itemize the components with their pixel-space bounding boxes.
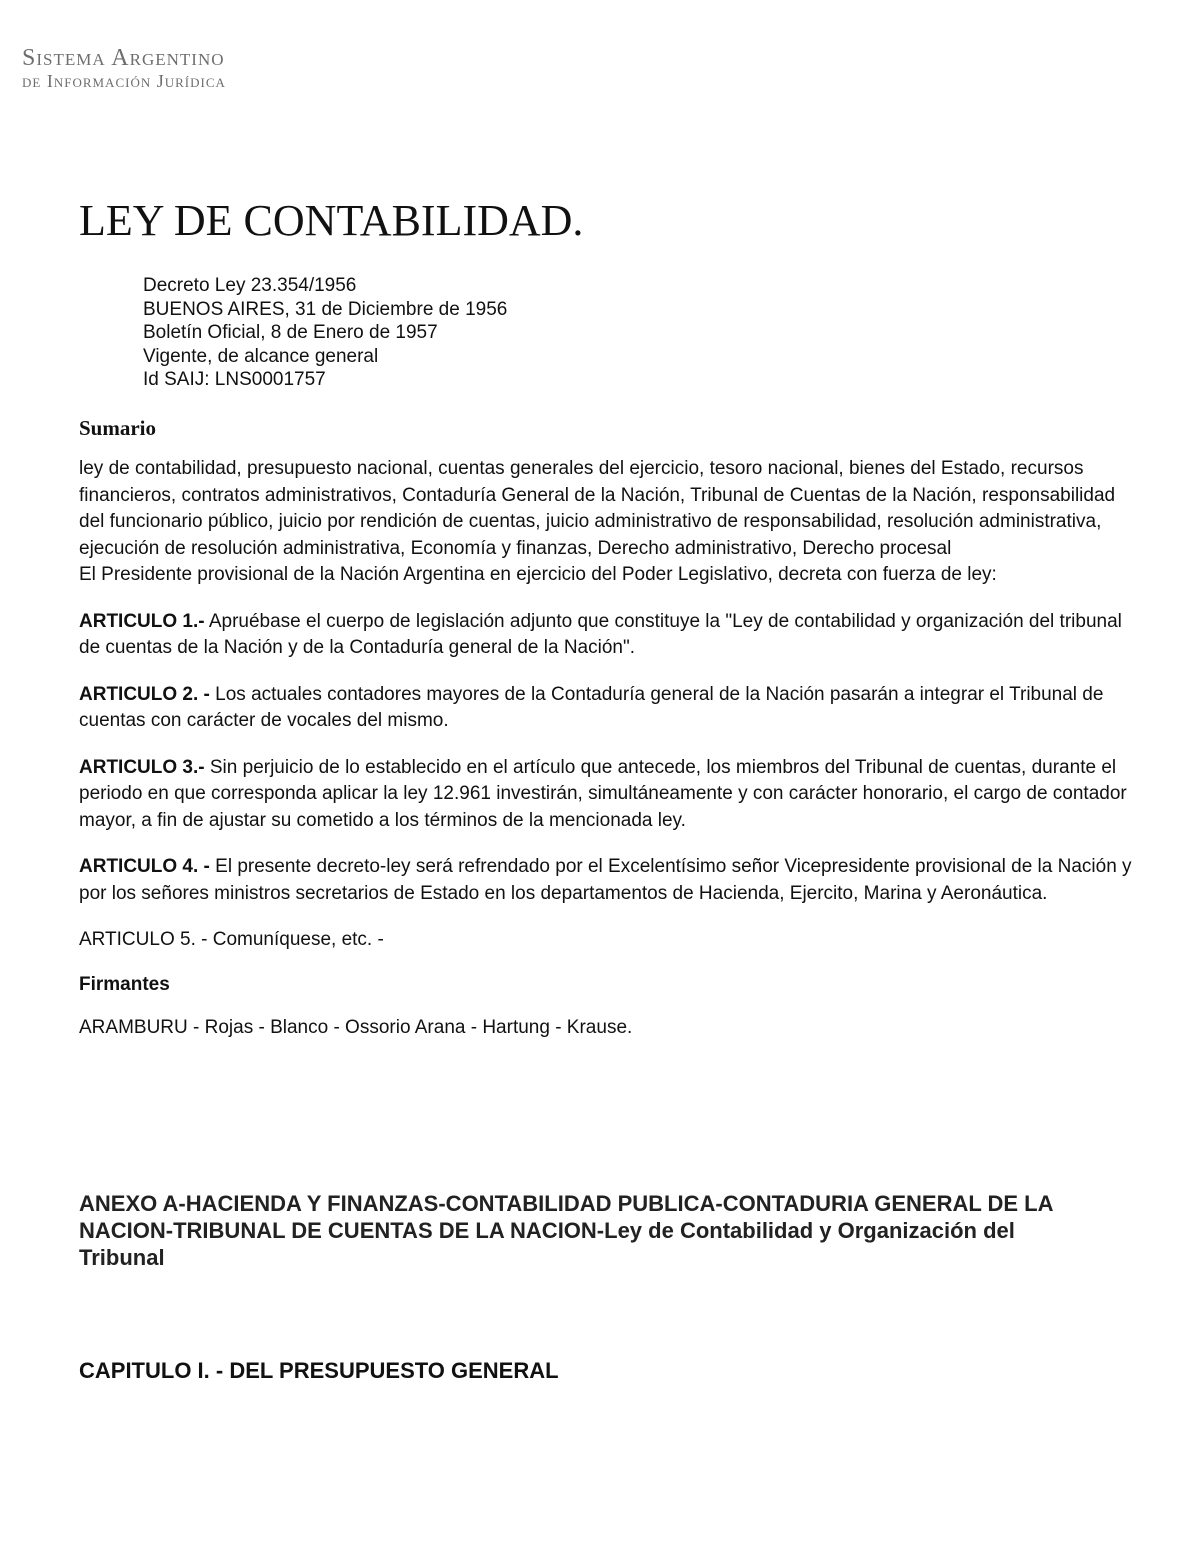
firmantes-names: ARAMBURU - Rojas - Blanco - Ossorio Arana - Hartung - Krause. [79, 1016, 633, 1038]
firmantes-heading: Firmantes [79, 973, 170, 995]
preamble: El Presidente provisional de la Nación Argentina en ejercicio del Poder Legislativo, decreta con fuerza de ley: [79, 564, 997, 585]
article-1-text: Apruébase el cuerpo de legislación adjunto que constituye la "Ley de contabilidad y organización del tribunal de cuentas de la Nación y de la Contaduría general de la Nación". [79, 610, 1122, 658]
article-3-text: Sin perjuicio de lo establecido en el artículo que antecede, los miembros del Tribunal de cuentas, durante el periodo en que corresponda aplicar la ley 12.961 investirán, simultáneamente y con carácter honorario, el cargo de contador mayor, a fin de ajustar su cometido a los términos de la mencionada ley. [79, 756, 1127, 831]
saij-logo [22, 46, 226, 92]
document-title: LEY DE CONTABILIDAD. [79, 196, 584, 245]
capitulo-heading: CAPITULO I. - DEL PRESUPUESTO GENERAL [79, 1358, 559, 1383]
article-2-label: ARTICULO 2. - [79, 683, 210, 705]
article-3 [79, 755, 1139, 835]
logo-line-2: de Información Jurídica [22, 71, 226, 91]
meta-decree-number: Decreto Ley 23.354/1956 [143, 275, 357, 296]
article-4 [79, 854, 1139, 907]
article-1-label: ARTICULO 1.- [79, 610, 205, 632]
article-4-label: ARTICULO 4. - [79, 856, 210, 877]
logo-line-1: Sistema Argentino [22, 45, 225, 71]
meta-saij-id: Id SAIJ: LNS0001757 [143, 369, 326, 391]
article-2-text: Los actuales contadores mayores de la Contaduría general de la Nación pasarán a integrar el Tribunal de cuentas con carácter de vocales del mismo. [79, 683, 1104, 731]
meta-place-date: BUENOS AIRES, 31 de Diciembre de 1956 [143, 298, 508, 320]
article-4-text: El presente decreto-ley será refrendado por el Excelentísimo señor Vicepresidente provisional de la Nación y por los señores ministros secretarios de Estado en los departamentos de Hacienda, Ejercito, Marina y Aeronáutica. [79, 856, 1132, 904]
decree-metadata [143, 274, 507, 392]
sumario-text: ley de contabilidad, presupuesto nacional, cuentas generales del ejercicio, tesoro nacional, bienes del Estado, recursos financieros, contratos administrativos, Contaduría General de la Nación, Tribunal de Cuentas de la Nación, responsabilidad del funcionario público, juicio por rendición de cuentas, juicio administrativo de responsabilidad, resolución administrativa, ejecución de resolución administrativa, Economía y finanzas, Derecho administrativo, Derecho procesal [79, 458, 1116, 559]
article-1 [79, 609, 1139, 662]
anexo-heading: ANEXO A-HACIENDA Y FINANZAS-CONTABILIDAD PUBLICA-CONTADURIA GENERAL DE LA NACION-TRIBUNAL DE CUENTAS DE LA NACION-Ley de Contabilidad y Organización del Tribunal [79, 1191, 1053, 1270]
article-3-label: ARTICULO 3.- [79, 756, 205, 778]
document-body [79, 414, 1139, 1041]
meta-bulletin: Boletín Oficial, 8 de Enero de 1957 [143, 322, 438, 344]
meta-status: Vigente, de alcance general [143, 345, 379, 367]
article-5: ARTICULO 5. - Comuníquese, etc. - [79, 929, 384, 950]
sumario-heading: Sumario [79, 416, 157, 440]
article-2 [79, 682, 1139, 735]
